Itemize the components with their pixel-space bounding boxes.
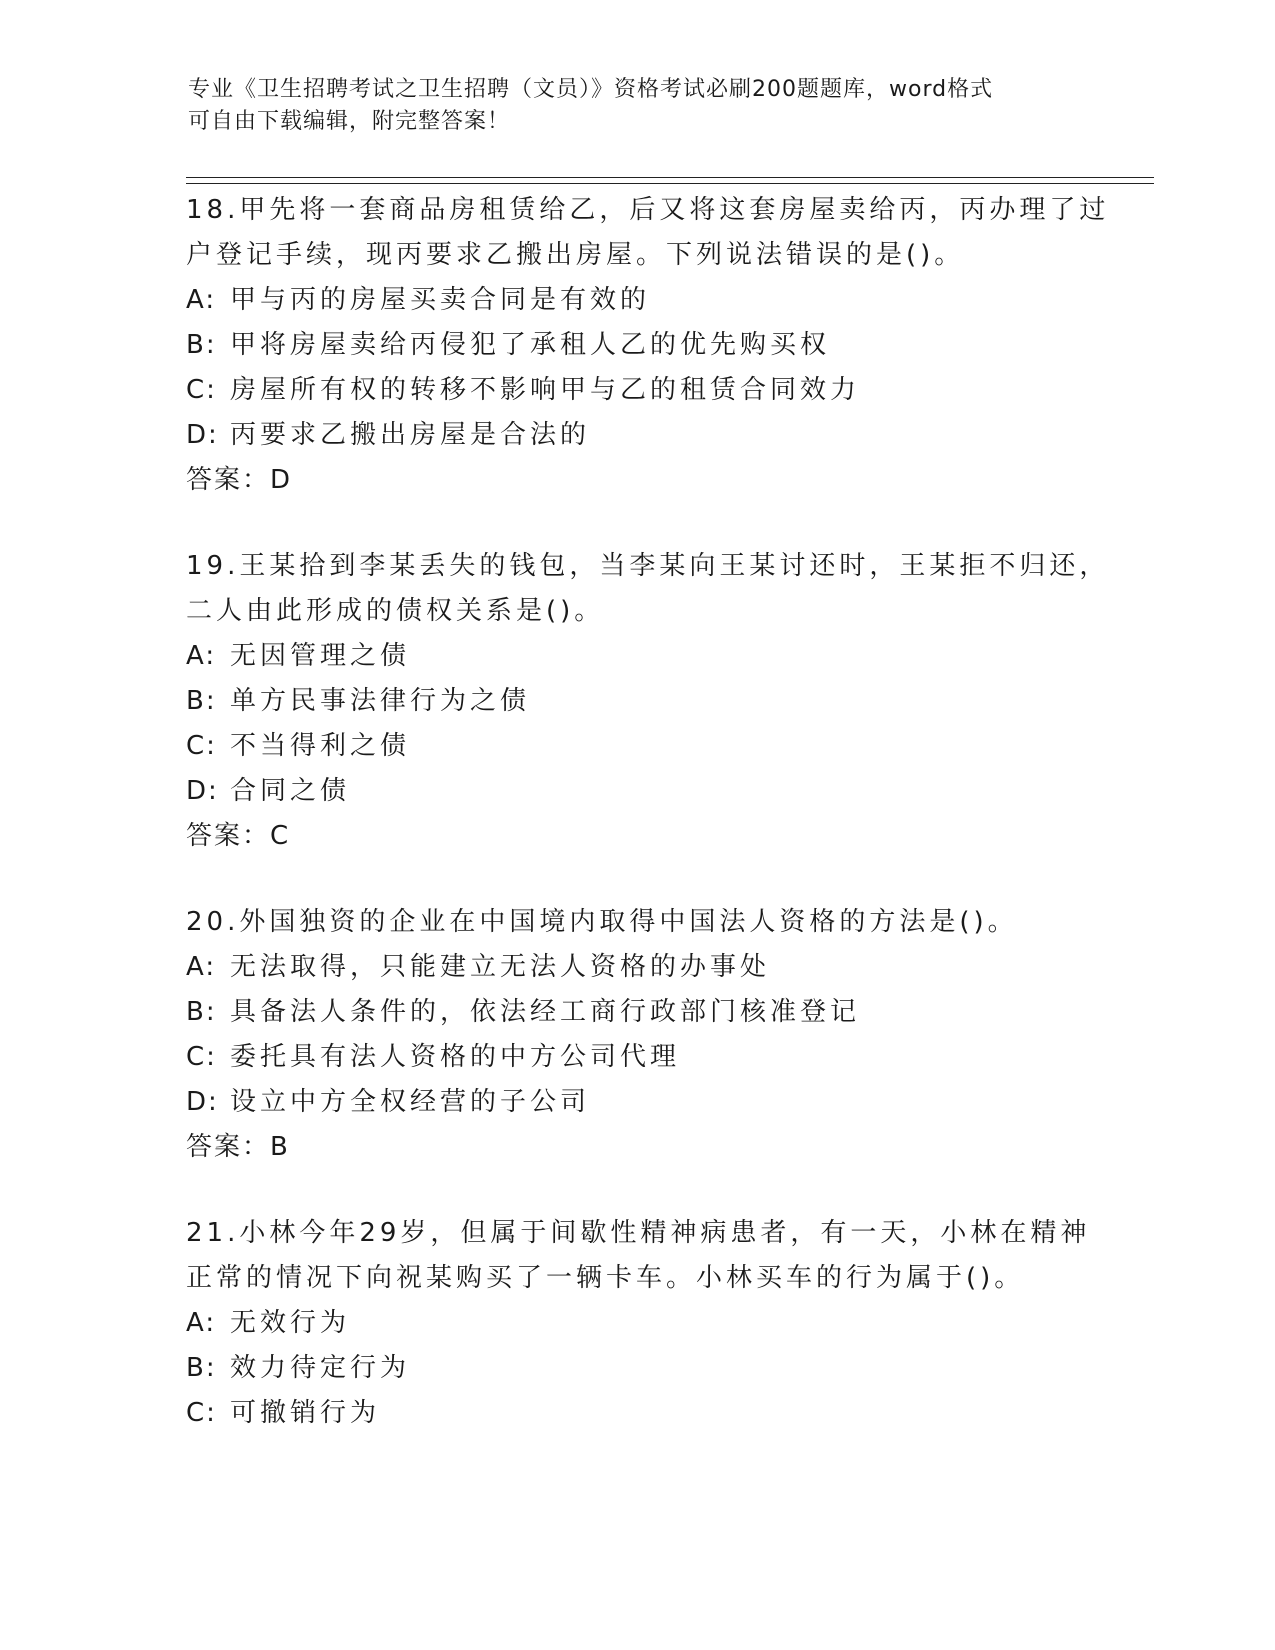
option-label: A: [186,641,217,671]
option-c [186,724,1086,769]
option-text: 无法取得，只能建立无法人资格的办事处 [230,952,771,982]
option-c [186,368,1086,413]
option-d [186,413,1086,458]
option-text: 丙要求乙搬出房屋是合法的 [230,420,591,450]
option-b [186,990,1086,1035]
option-text: 具备法人条件的，依法经工商行政部门核准登记 [230,997,861,1027]
option-b [186,679,1086,724]
option-label: C: [186,1398,217,1428]
option-c [186,1391,1086,1436]
option-text: 甲与丙的房屋买卖合同是有效的 [230,285,651,315]
option-b [186,323,1086,368]
answer-line: 答案：B [186,1132,290,1162]
option-text: 无效行为 [230,1308,351,1338]
question-stem-line: 户登记手续，现丙要求乙搬出房屋。下列说法错误的是()。 [186,240,965,270]
question-stem-line: 20.外国独资的企业在中国境内取得中国法人资格的方法是()。 [186,907,1018,937]
answer-line: 答案：D [186,465,293,495]
option-label: D: [186,1087,219,1117]
option-a [186,1301,1086,1346]
question-stem-line: 19.王某拾到李某丢失的钱包，当李某向王某讨还时，王某拒不归还， [186,551,1110,581]
option-label: D: [186,776,219,806]
question-stem-line: 二人由此形成的债权关系是()。 [186,596,605,626]
option-text: 可撤销行为 [230,1398,381,1428]
answer-line: 答案：C [186,821,291,851]
option-c [186,1035,1086,1080]
option-label: C: [186,731,217,761]
option-text: 无因管理之债 [230,641,411,671]
question-stem-line: 18.甲先将一套商品房租赁给乙，后又将这套房屋卖给丙，丙办理了过 [186,195,1110,225]
option-d [186,769,1086,814]
option-label: A: [186,285,217,315]
option-a [186,278,1086,323]
option-label: B: [186,686,217,716]
option-text: 委托具有法人资格的中方公司代理 [230,1042,681,1072]
option-label: A: [186,952,217,982]
option-label: C: [186,375,217,405]
question-list [186,188,1110,1477]
question-stem-line: 正常的情况下向祝某购买了一辆卡车。小林买车的行为属于()。 [186,1263,1025,1293]
question-19 [186,544,1110,859]
option-text: 合同之债 [230,776,351,806]
document-header [188,74,1088,138]
option-text: 效力待定行为 [230,1353,411,1383]
header-double-rule [186,177,1154,184]
option-a [186,634,1086,679]
question-stem-line: 21.小林今年29岁，但属于间歇性精神病患者，有一天，小林在精神 [186,1218,1091,1248]
option-text: 单方民事法律行为之债 [230,686,531,716]
question-18 [186,188,1110,503]
option-label: B: [186,330,217,360]
option-d [186,1080,1086,1125]
option-label: C: [186,1042,217,1072]
option-text: 甲将房屋卖给丙侵犯了承租人乙的优先购买权 [230,330,831,360]
option-b [186,1346,1086,1391]
header-line-2: 可自由下载编辑，附完整答案！ [188,109,511,134]
option-a [186,945,1086,990]
header-line-1: 专业《卫生招聘考试之卫生招聘（文员）》资格考试必刷200题题库，word格式 [188,77,994,102]
question-21 [186,1211,1091,1436]
option-label: B: [186,997,217,1027]
option-text: 设立中方全权经营的子公司 [230,1087,591,1117]
option-label: B: [186,1353,217,1383]
question-20 [186,900,1086,1170]
option-label: D: [186,420,219,450]
option-label: A: [186,1308,217,1338]
option-text: 房屋所有权的转移不影响甲与乙的租赁合同效力 [230,375,861,405]
option-text: 不当得利之债 [230,731,411,761]
